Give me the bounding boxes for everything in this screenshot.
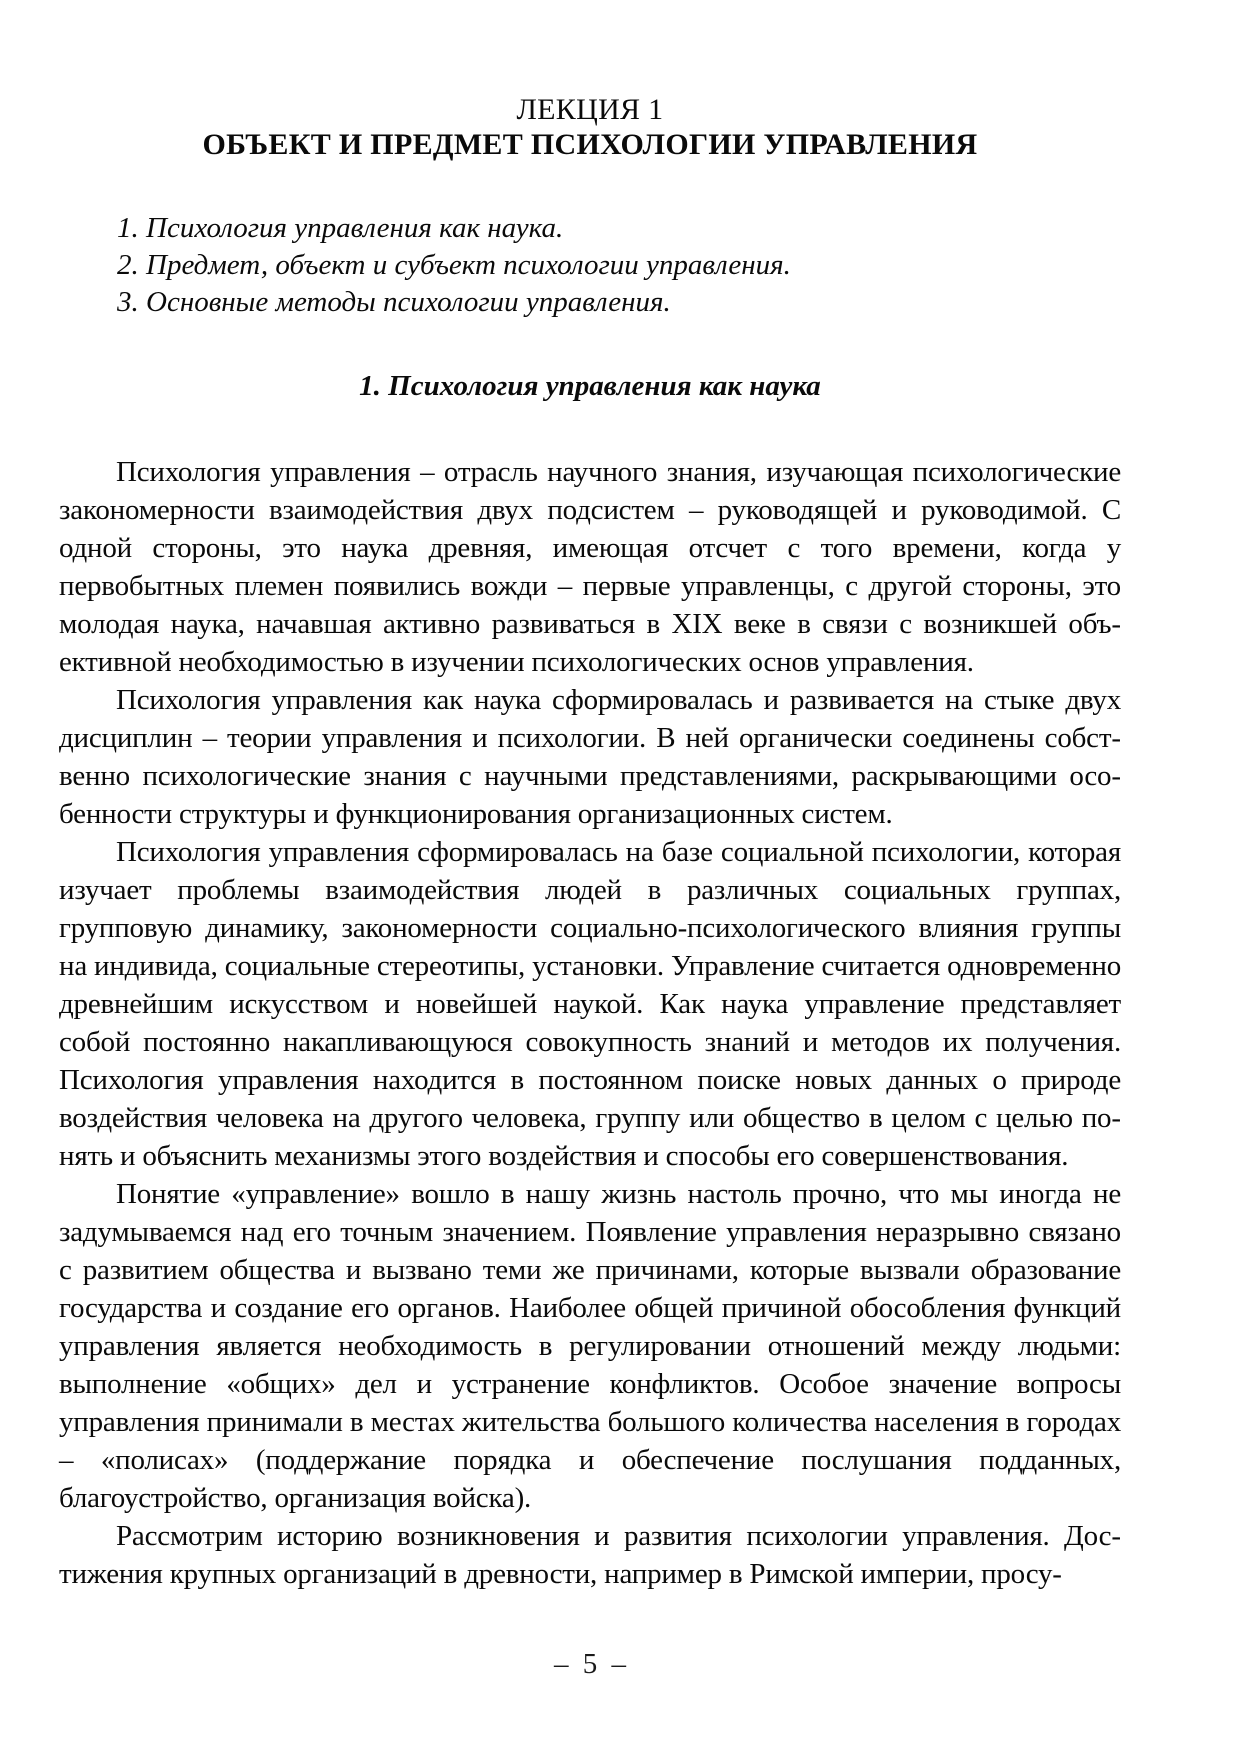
outline-item-2: 2. Предмет, объект и субъект психологии управления. [117, 249, 791, 281]
body-paragraph-2: Психология управления как наука сформировалась и развивается на стыке двух дисциплин – теории управления и психологии. В ней органически соединены собственно психологические знания с научными представлениями, раскрывающими особенности структуры и функционирования организационных систем. [59, 684, 1121, 830]
body-paragraph-1: Психология управления – отрасль научного знания, изучающая психологические закономерности взаимодействия двух подсистем – руководящей и руководимой. С одной стороны, это наука древняя, имеющая отсчет с того времени, когда у первобытных племен появились вожди – первые управленцы, с другой стороны, это молодая наука, начавшая активно развиваться в XIX веке в связи с возникшей объективной необходимостью в изучении психологических основ управления. [59, 456, 1121, 678]
outline-item-3: 3. Основные методы психологии управления. [117, 286, 671, 318]
lecture-outline [59, 210, 1121, 321]
body-paragraph-4: Понятие «управление» вошло в нашу жизнь настоль прочно, что мы иногда не задумываемся над его точным значением. Появление управления неразрывно связано с развитием общества и вызвано теми же причинами, которые вызвали образование государства и создание его органов. Наиболее общей причиной обособления функций управления является необходимость в регулировании отношений между людьми: выполнение «общих» дел и устранение конфликтов. Особое значение вопросы управления принимали в местах жительства большого количества населения в городах – «полисах» (поддержание порядка и обеспечение послушания подданных, благоустройство, организация войска). [59, 1178, 1121, 1514]
page-number: – 5 – [554, 1648, 626, 1680]
outline-item-1: 1. Психология управления как наука. [117, 212, 564, 244]
page-title: ОБЪЕКТ И ПРЕДМЕТ ПСИХОЛОГИИ УПРАВЛЕНИЯ [202, 128, 978, 161]
body-paragraph-3: Психология управления сформировалась на базе социальной психологии, которая изучает проблемы взаимодействия людей в различных социальных группах, групповую динамику, закономерности социально-психологического влияния группы на индивида, социальные стереотипы, установки. Управление считается одновременно древнейшим искусством и новейшей наукой. Как наука управление представляет собой постоянно накапливающуюся совокупность знаний и методов их получения. Психология управления находится в постоянном поиске новых данных о природе воздействия человека на другого человека, группу или общество в целом с целью понять и объяснить механизмы этого воздействия и способы его совершенствования. [59, 836, 1121, 1172]
body-paragraph-5: Рассмотрим историю возникновения и развития психологии управления. Достижения крупных организаций в древности, например в Римской империи, просу- [59, 1520, 1121, 1590]
section-heading: 1. Психология управления как наука [359, 370, 821, 402]
lecture-label: ЛЕКЦИЯ 1 [516, 93, 664, 126]
body-text [59, 453, 1121, 1593]
